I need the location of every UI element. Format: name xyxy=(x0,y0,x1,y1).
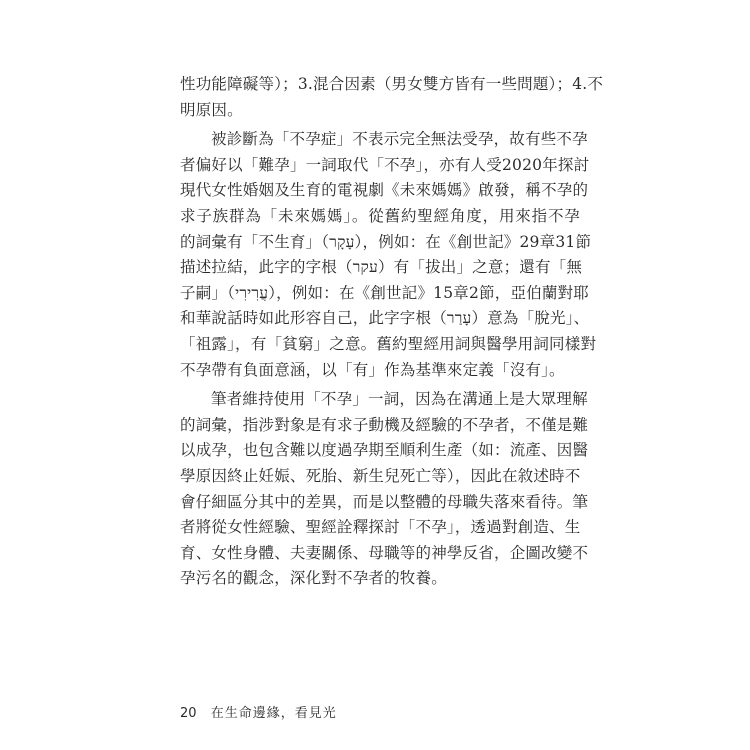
running-title: 在生命邊緣，看見光 xyxy=(210,706,337,721)
text-line: 求子族群為「未來媽媽」。從舊約聖經角度，用來指不孕 xyxy=(180,206,580,225)
body-text xyxy=(180,72,604,592)
text-line: 會仔細區分其中的差異，而是以整體的母職失落來看待。筆 xyxy=(180,492,589,511)
text-line: 者偏好以「難孕」一詞取代「不孕」，亦有人受2020年探討 xyxy=(180,155,590,174)
text-line: 描述拉結，此字的字根（עקר）有「拔出」之意；還有「無 xyxy=(180,258,583,277)
text-line: 「祖露」，有「貧窮」之意。舊約聖經用詞與醫學用詞同樣對 xyxy=(180,334,597,353)
page-footer xyxy=(180,702,337,721)
text-line: 學原因終止妊娠、死胎、新生兒死亡等），因此在敘述時不 xyxy=(180,466,581,485)
text-line: 孕污名的觀念，深化對不孕者的牧養。 xyxy=(180,569,447,588)
page-number: 20 xyxy=(180,706,197,721)
text-line: 不孕帶有負面意涵，以「有」作為基準來定義「沒有」。 xyxy=(180,360,565,379)
text-line: 子嗣」（עֲרִירִי），例如：在《創世記》15章2節，亞伯蘭對耶 xyxy=(180,283,589,302)
text-line: 的詞彙有「不生育」（עָקָר），例如：在《創世記》29章31節 xyxy=(180,232,592,251)
text-line: 性功能障礙等）；3.混合因素（男女雙方皆有一些問題）；4.不 xyxy=(180,75,604,93)
text-line: 現代女性婚姻及生育的電視劇《未來媽媽》啟發，稱不孕的 xyxy=(180,181,589,200)
text-line: 明原因。 xyxy=(180,100,243,119)
text-line: 被診斷為「不孕症」不表示完全無法受孕，故有些不孕 xyxy=(211,130,588,149)
text-line: 以成孕，也包含難以度過孕期至順利生產（如：流產、因醫 xyxy=(180,441,589,460)
text-line: 筆者維持使用「不孕」一詞，因為在溝通上是大眾理解 xyxy=(211,390,588,409)
text-line: 和華說話時如此形容自己，此字字根（עָרַר）意為「脫光」、 xyxy=(180,309,590,328)
text-line: 育、女性身體、夫妻關係、母職等的神學反省，企圖改變不 xyxy=(180,543,589,562)
text-line: 者將從女性經驗、聖經詮釋探討「不孕」，透過對創造、生 xyxy=(180,518,581,537)
text-line: 的詞彙，指涉對象是有求子動機及經驗的不孕者，不僅是難 xyxy=(180,415,589,434)
